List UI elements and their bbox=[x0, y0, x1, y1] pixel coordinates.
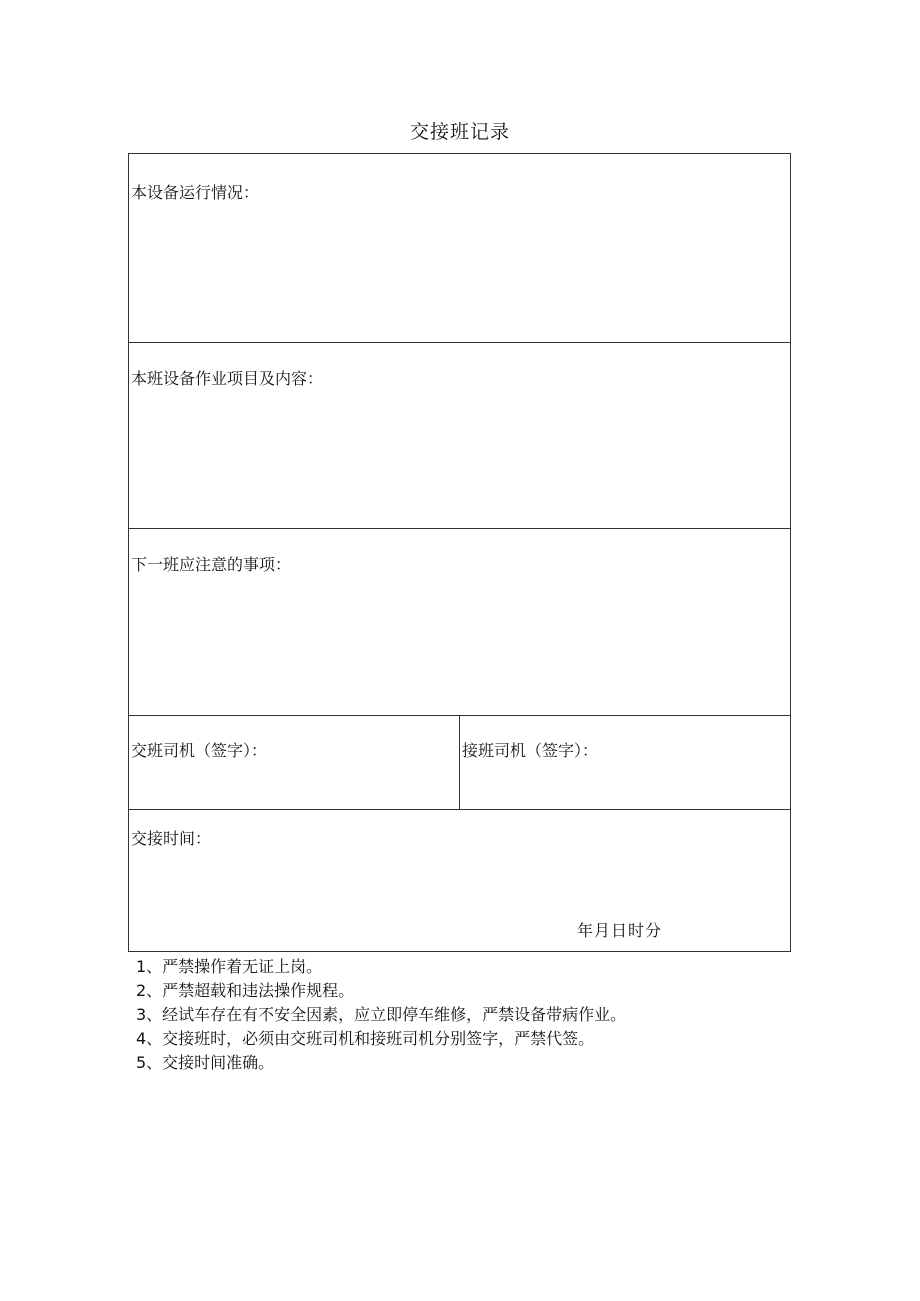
rule-item: 1、严禁操作着无证上岗。 bbox=[136, 957, 323, 976]
shift-work-section[interactable] bbox=[129, 343, 790, 529]
next-shift-notes-label: 下一班应注意的事项： bbox=[131, 555, 292, 574]
signature-row bbox=[129, 716, 790, 810]
rule-item: 3、经试车存在有不安全因素，应立即停车维修，严禁设备带病作业。 bbox=[136, 1005, 627, 1024]
next-shift-notes-section[interactable] bbox=[129, 529, 790, 716]
handover-time-label: 交接时间： bbox=[131, 829, 212, 848]
rule-item: 2、严禁超载和违法操作规程。 bbox=[136, 981, 355, 1000]
rule-item: 5、交接时间准确。 bbox=[136, 1053, 275, 1072]
handover-form-table bbox=[128, 153, 791, 952]
rules-list bbox=[136, 955, 626, 1075]
takeover-driver-label: 接班司机（签字）： bbox=[462, 741, 599, 760]
equipment-status-label: 本设备运行情况： bbox=[131, 183, 260, 202]
document-title: 交接班记录 bbox=[409, 121, 510, 143]
handover-driver-signature-cell[interactable] bbox=[129, 716, 460, 809]
takeover-driver-signature-cell[interactable] bbox=[460, 716, 790, 809]
rule-item: 4、交接班时，必须由交班司机和接班司机分别签字，严禁代签。 bbox=[136, 1029, 595, 1048]
handover-driver-label: 交班司机（签字）： bbox=[131, 741, 268, 760]
handover-time-section[interactable] bbox=[129, 810, 790, 951]
shift-work-label: 本班设备作业项目及内容： bbox=[131, 369, 324, 388]
time-units-text: 年月日时分 bbox=[577, 921, 663, 940]
equipment-status-section[interactable] bbox=[129, 154, 790, 343]
